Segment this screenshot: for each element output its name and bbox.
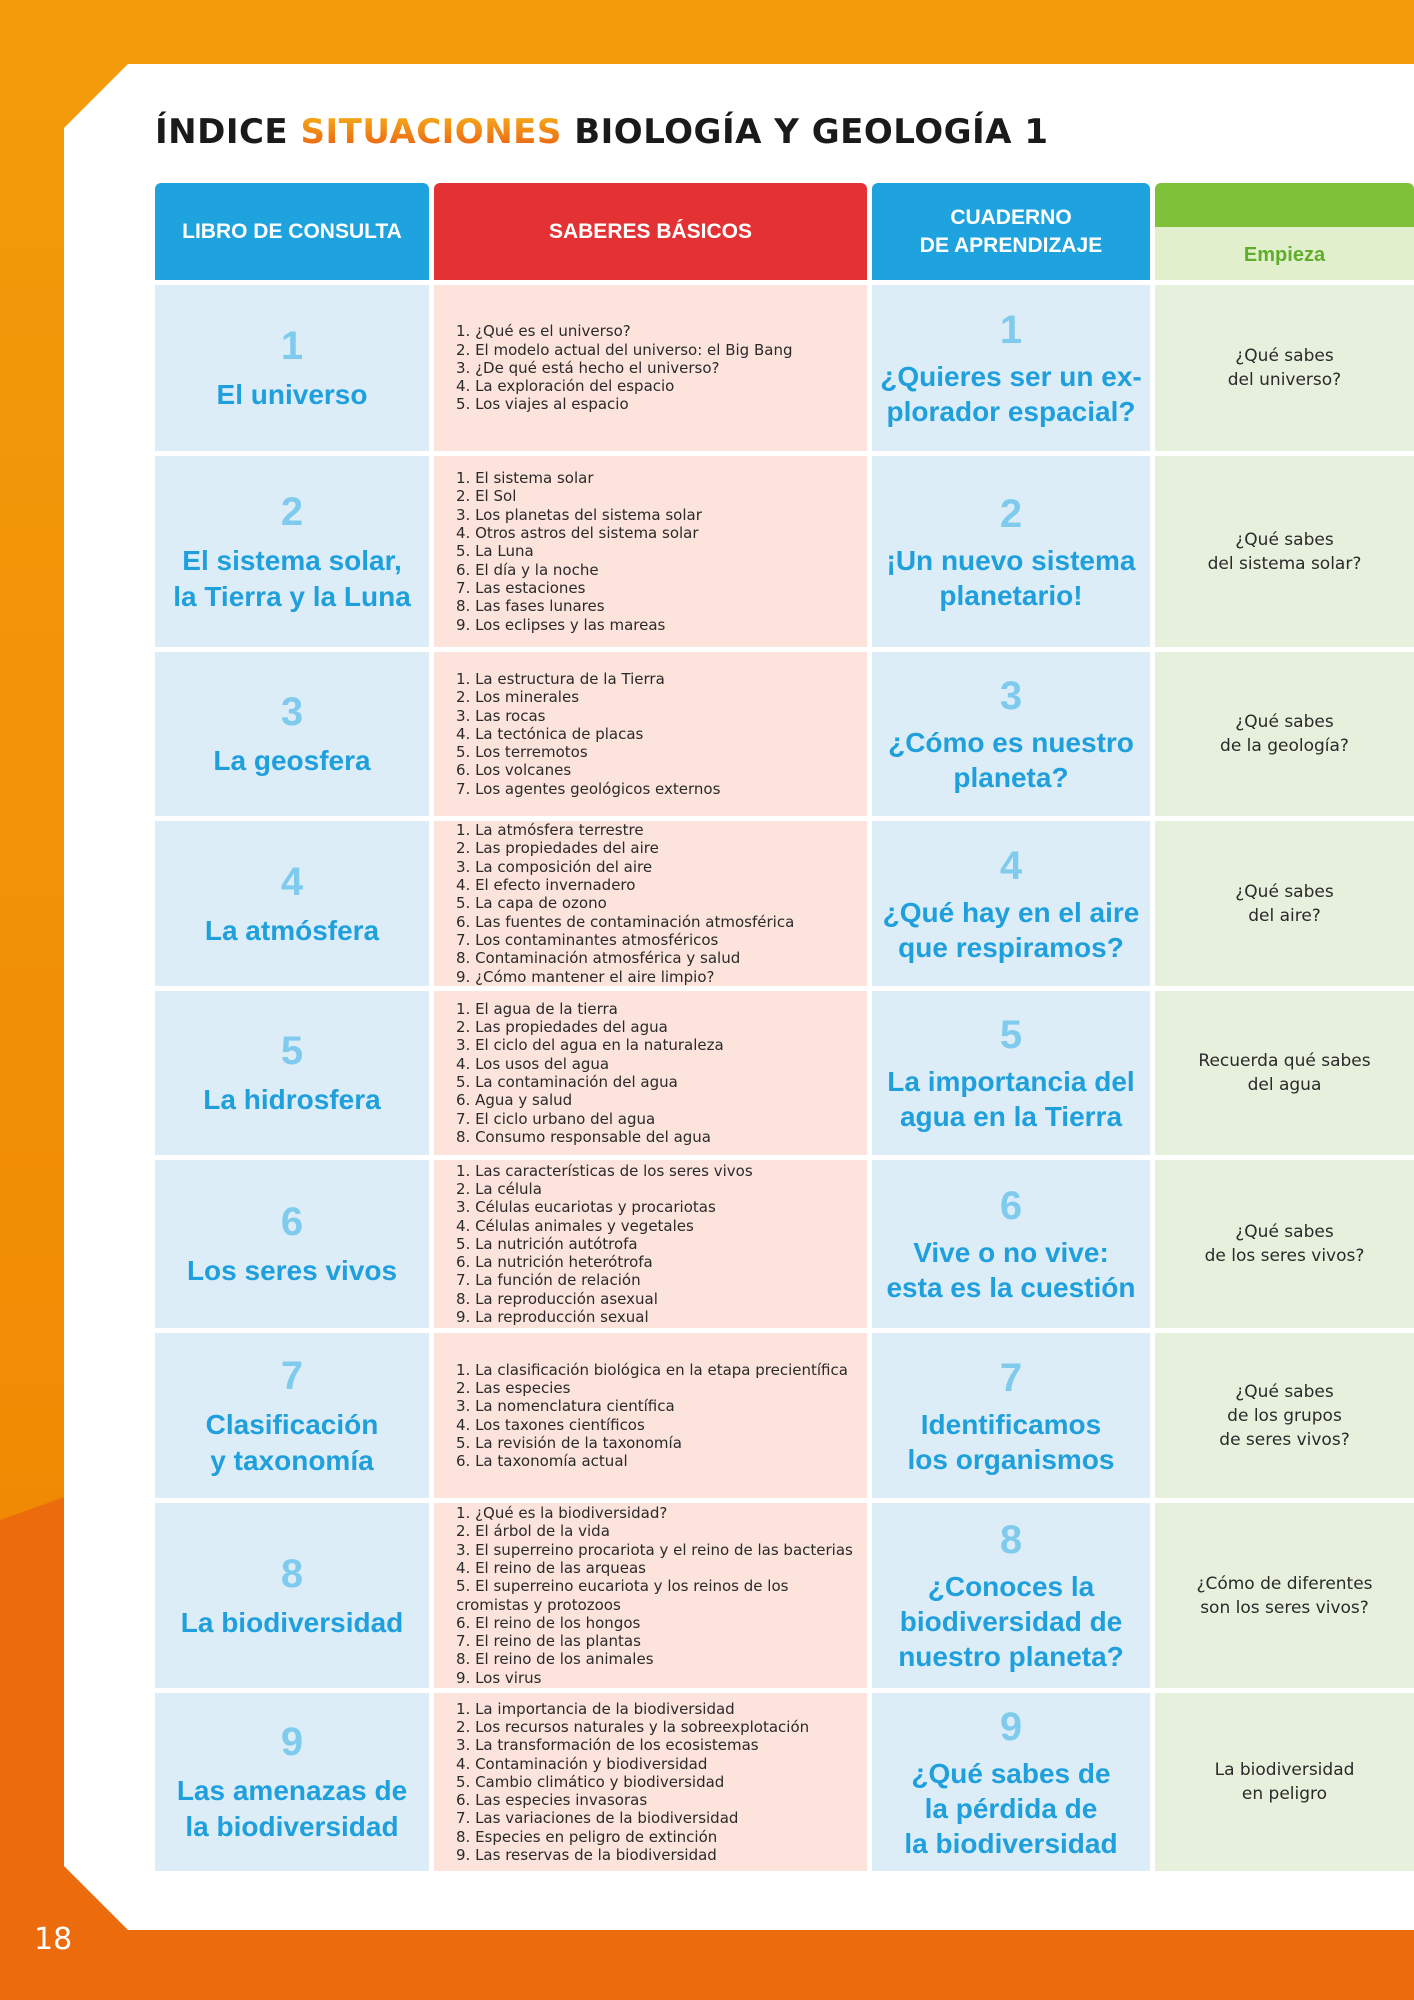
header-empieza	[1155, 183, 1414, 280]
saberes-cell	[434, 456, 867, 647]
header-saberes-basicos: SABERES BÁSICOS	[434, 183, 867, 280]
cuaderno-title[interactable]: ¿Qué sabes de la pérdida de la biodiversidad	[904, 1757, 1118, 1859]
cuaderno-title[interactable]: Vive o no vive: esta es la cuestión	[886, 1237, 1136, 1303]
empieza-question: ¿Qué sabes del sistema solar?	[1207, 529, 1362, 574]
page-title	[155, 112, 1048, 162]
topic-item: 6. Las fuentes de contaminación atmosférica	[456, 912, 795, 931]
topic-item: 2. El modelo actual del universo: el Big Bang	[456, 340, 793, 359]
cuaderno-title[interactable]: La importancia del agua en la Tierra	[887, 1066, 1135, 1132]
topics-list	[434, 1700, 809, 1865]
cuaderno-cell	[872, 1693, 1150, 1871]
topic-item: 2. Las propiedades del aire	[456, 839, 659, 858]
libro-cell	[155, 991, 429, 1155]
empieza-cell	[1155, 652, 1414, 816]
topic-item: 8. Contaminación atmosférica y salud	[456, 949, 741, 968]
cuaderno-cell	[872, 652, 1150, 816]
topic-item: 3. La nomenclatura científica	[456, 1397, 675, 1416]
libro-cell	[155, 1503, 429, 1688]
header-cuaderno-label: CUADERNO DE APRENDIZAJE	[919, 205, 1103, 257]
empieza-question: ¿Qué sabes del universo?	[1227, 346, 1342, 390]
cuaderno-number: 4	[999, 843, 1023, 888]
topic-item: 8. El reino de los animales	[456, 1650, 654, 1669]
topic-item: 5. Los terremotos	[456, 743, 588, 762]
libro-cell	[155, 1160, 429, 1328]
topic-item: 7. Las estaciones	[456, 578, 586, 597]
topic-item: 1. El agua de la tierra	[456, 999, 618, 1018]
header-libro-de-consulta: LIBRO DE CONSULTA	[155, 183, 429, 280]
topic-item: 7. Los agentes geológicos externos	[456, 779, 721, 798]
table-row	[155, 821, 1414, 986]
topics-list	[434, 1000, 724, 1146]
unit-number: 8	[280, 1551, 304, 1596]
topic-item: 5. La revisión de la taxonomía	[456, 1433, 682, 1452]
title-index: ÍNDICE	[155, 112, 301, 152]
topic-item: 3. ¿De qué está hecho el universo?	[456, 358, 720, 377]
topic-item: 7. El reino de las plantas	[456, 1632, 641, 1651]
topic-item: 2. La célula	[456, 1179, 542, 1198]
cuaderno-cell	[872, 285, 1150, 451]
libro-cell	[155, 1333, 429, 1498]
topic-item: 1. La importancia de la biodiversidad	[456, 1699, 735, 1718]
table-row	[155, 1503, 1414, 1688]
topic-item: 6. La taxonomía actual	[456, 1452, 628, 1471]
topic-item: 2. Las especies	[456, 1378, 571, 1397]
unit-title[interactable]: Los seres vivos	[186, 1255, 398, 1286]
topic-item: 9. ¿Cómo mantener el aire limpio?	[456, 967, 715, 986]
saberes-cell	[434, 1693, 867, 1871]
saberes-cell	[434, 285, 867, 451]
empieza-cell	[1155, 1693, 1414, 1871]
topic-item: 9. La reproducción sexual	[456, 1308, 649, 1327]
topic-item: 1. El sistema solar	[456, 469, 594, 488]
empieza-cell	[1155, 1503, 1414, 1688]
topic-item: 5. El superreino eucariota y los reinos de los cromistas y protozoos	[456, 1577, 789, 1614]
cuaderno-cell	[872, 456, 1150, 647]
topics-list	[434, 670, 720, 798]
empieza-question: ¿Qué sabes de la geología?	[1220, 712, 1349, 756]
topic-item: 4. El reino de las arqueas	[456, 1558, 646, 1577]
topic-item: 4. Los usos del agua	[456, 1054, 610, 1073]
unit-title[interactable]: La biodiversidad	[180, 1606, 404, 1638]
empieza-question: Recuerda qué sabes del agua	[1198, 1051, 1371, 1095]
topic-item: 7. Los contaminantes atmosféricos	[456, 930, 719, 949]
topic-item: 7. El ciclo urbano del agua	[456, 1109, 656, 1128]
topic-item: 8. La reproducción asexual	[456, 1289, 658, 1308]
topic-item: 4. Los taxones científicos	[456, 1415, 645, 1434]
topic-item: 2. El Sol	[456, 487, 517, 506]
unit-title[interactable]: Las amenazas de la biodiversidad	[176, 1775, 408, 1842]
empieza-cell	[1155, 1160, 1414, 1328]
cuaderno-cell	[872, 1333, 1150, 1498]
topics-list	[434, 469, 702, 634]
saberes-cell	[434, 821, 867, 986]
topic-item: 5. La contaminación del agua	[456, 1073, 678, 1091]
topic-item: 6. Agua y salud	[456, 1091, 573, 1110]
unit-number: 9	[280, 1720, 304, 1764]
unit-number: 3	[280, 690, 304, 734]
cuaderno-number: 8	[999, 1518, 1023, 1562]
saberes-cell	[434, 652, 867, 816]
topic-item: 7. Las variaciones de la biodiversidad	[456, 1809, 739, 1828]
empieza-cell	[1155, 821, 1414, 986]
table-row	[155, 1160, 1414, 1328]
topic-item: 1. Las características de los seres vivos	[456, 1161, 753, 1180]
empieza-question: ¿Qué sabes del aire?	[1235, 881, 1334, 926]
cuaderno-title[interactable]: ¿Qué hay en el aire que respiramos?	[882, 896, 1140, 963]
topic-item: 6. El día y la noche	[456, 560, 599, 579]
unit-number: 6	[280, 1200, 304, 1244]
cuaderno-cell	[872, 1503, 1150, 1688]
topic-item: 3. La transformación de los ecosistemas	[456, 1736, 759, 1755]
topic-item: 7. La función de relación	[456, 1271, 641, 1290]
page-number: 18	[34, 1922, 73, 1957]
saberes-cell	[434, 1333, 867, 1498]
libro-cell	[155, 285, 429, 451]
topic-item: 3. El ciclo del agua en la naturaleza	[456, 1036, 724, 1055]
cuaderno-title[interactable]: ¿Quieres ser un ex- plorador espacial?	[880, 361, 1142, 427]
title-situaciones: SITUACIONES	[300, 112, 562, 152]
topic-item: 4. La exploración del espacio	[456, 377, 675, 396]
topic-item: 8. Las fases lunares	[456, 597, 605, 616]
cuaderno-number: 9	[999, 1704, 1023, 1749]
table-row	[155, 456, 1414, 647]
topic-item: 9. Los eclipses y las mareas	[456, 615, 666, 634]
cuaderno-cell	[872, 991, 1150, 1155]
topic-item: 4. El efecto invernadero	[456, 876, 636, 895]
topic-item: 2. Las propiedades del agua	[456, 1018, 668, 1037]
topic-item: 1. La estructura de la Tierra	[456, 669, 665, 688]
unit-title[interactable]: La geosfera	[213, 745, 371, 776]
unit-number: 5	[280, 1029, 304, 1073]
topic-item: 3. Los planetas del sistema solar	[456, 505, 702, 524]
empieza-cell	[1155, 991, 1414, 1155]
empieza-question: ¿Qué sabes de los grupos de seres vivos?	[1219, 1381, 1350, 1450]
unit-title[interactable]: Clasificación y taxonomía	[205, 1408, 379, 1476]
cuaderno-cell	[872, 821, 1150, 986]
cuaderno-title[interactable]: ¿Cómo es nuestro planeta?	[888, 727, 1134, 793]
topic-item: 1. ¿Qué es la biodiversidad?	[456, 1504, 668, 1523]
topic-item: 3. La composición del aire	[456, 857, 653, 876]
topic-item: 1. La atmósfera terrestre	[456, 821, 644, 840]
topics-list	[434, 1361, 848, 1471]
header-green-bar	[1155, 183, 1414, 227]
empieza-cell	[1155, 285, 1414, 451]
saberes-cell	[434, 1503, 867, 1688]
topic-item: 3. Las rocas	[456, 706, 546, 725]
cuaderno-number: 7	[999, 1355, 1023, 1400]
topic-item: 8. Consumo responsable del agua	[456, 1127, 711, 1146]
topic-item: 1. ¿Qué es el universo?	[456, 322, 631, 341]
topics-list	[434, 1162, 753, 1327]
cuaderno-number: 2	[999, 491, 1023, 536]
topic-item: 6. Las especies invasoras	[456, 1791, 648, 1810]
topic-item: 4. Otros astros del sistema solar	[456, 524, 699, 543]
topics-list	[434, 1504, 853, 1687]
table-row	[155, 1333, 1414, 1498]
cuaderno-number: 1	[999, 308, 1023, 352]
topic-item: 5. La capa de ozono	[456, 894, 607, 913]
cuaderno-number: 5	[999, 1013, 1023, 1057]
topic-item: 9. Los virus	[456, 1668, 542, 1687]
topic-item: 3. El superreino procariota y el reino de las bacterias	[456, 1540, 853, 1559]
libro-cell	[155, 821, 429, 986]
topic-item: 9. Las reservas de la biodiversidad	[456, 1846, 717, 1865]
topics-list	[434, 322, 792, 413]
topics-list	[434, 821, 794, 986]
unit-number: 4	[280, 859, 304, 904]
table-row	[155, 652, 1414, 816]
topic-item: 5. Cambio climático y biodiversidad	[456, 1772, 725, 1791]
empieza-question: ¿Cómo de diferentes son los seres vivos?	[1196, 1573, 1373, 1618]
topic-item: 6. Los volcanes	[456, 761, 572, 780]
saberes-cell	[434, 1160, 867, 1328]
topic-item: 2. El árbol de la vida	[456, 1522, 610, 1541]
unit-title[interactable]: La atmósfera	[204, 914, 380, 946]
empieza-question: ¿Qué sabes de los seres vivos?	[1204, 1222, 1365, 1266]
unit-number: 1	[280, 324, 304, 368]
unit-number: 7	[280, 1353, 304, 1398]
topic-item: 1. La clasificación biológica en la etapa precientífica	[456, 1360, 848, 1379]
saberes-cell	[434, 991, 867, 1155]
empieza-cell	[1155, 456, 1414, 647]
header-empieza-label: Empieza	[1243, 244, 1326, 266]
topic-item: 5. La nutrición autótrofa	[456, 1234, 638, 1253]
cuaderno-title[interactable]: ¿Conoces la biodiversidad de nuestro planeta?	[898, 1571, 1124, 1672]
topic-item: 4. Contaminación y biodiversidad	[456, 1754, 708, 1773]
header-cuaderno-de-aprendizaje	[872, 183, 1150, 280]
table-row	[155, 1693, 1414, 1871]
topic-item: 8. Especies en peligro de extinción	[456, 1827, 718, 1846]
unit-title[interactable]: El universo	[216, 379, 368, 410]
topic-item: 6. El reino de los hongos	[456, 1613, 641, 1632]
topic-item: 2. Los minerales	[456, 688, 580, 707]
cuaderno-cell	[872, 1160, 1150, 1328]
cuaderno-title[interactable]: ¡Un nuevo sistema planetario!	[886, 544, 1136, 611]
table-row	[155, 285, 1414, 451]
table-row	[155, 991, 1414, 1155]
unit-title[interactable]: El sistema solar, la Tierra y la Luna	[173, 544, 411, 612]
topic-item: 4. Células animales y vegetales	[456, 1216, 694, 1235]
topic-item: 6. La nutrición heterótrofa	[456, 1253, 653, 1272]
topic-item: 2. Los recursos naturales y la sobreexplotación	[456, 1717, 810, 1736]
title-subject: BIOLOGÍA Y GEOLOGÍA 1	[561, 112, 1049, 152]
cuaderno-title[interactable]: Identificamos los organismos	[907, 1408, 1115, 1475]
empieza-cell	[1155, 1333, 1414, 1498]
topic-item: 5. La Luna	[456, 542, 534, 561]
topic-item: 3. Células eucariotas y procariotas	[456, 1198, 716, 1217]
unit-number: 2	[280, 489, 304, 534]
topic-item: 4. La tectónica de placas	[456, 724, 644, 743]
cuaderno-number: 3	[999, 674, 1023, 718]
libro-cell	[155, 1693, 429, 1871]
empieza-question: La biodiversidad en peligro	[1214, 1760, 1355, 1804]
libro-cell	[155, 456, 429, 647]
libro-cell	[155, 652, 429, 816]
unit-title[interactable]: La hidrosfera	[203, 1084, 381, 1115]
cuaderno-number: 6	[999, 1184, 1023, 1228]
topic-item: 5. Los viajes al espacio	[456, 395, 629, 414]
